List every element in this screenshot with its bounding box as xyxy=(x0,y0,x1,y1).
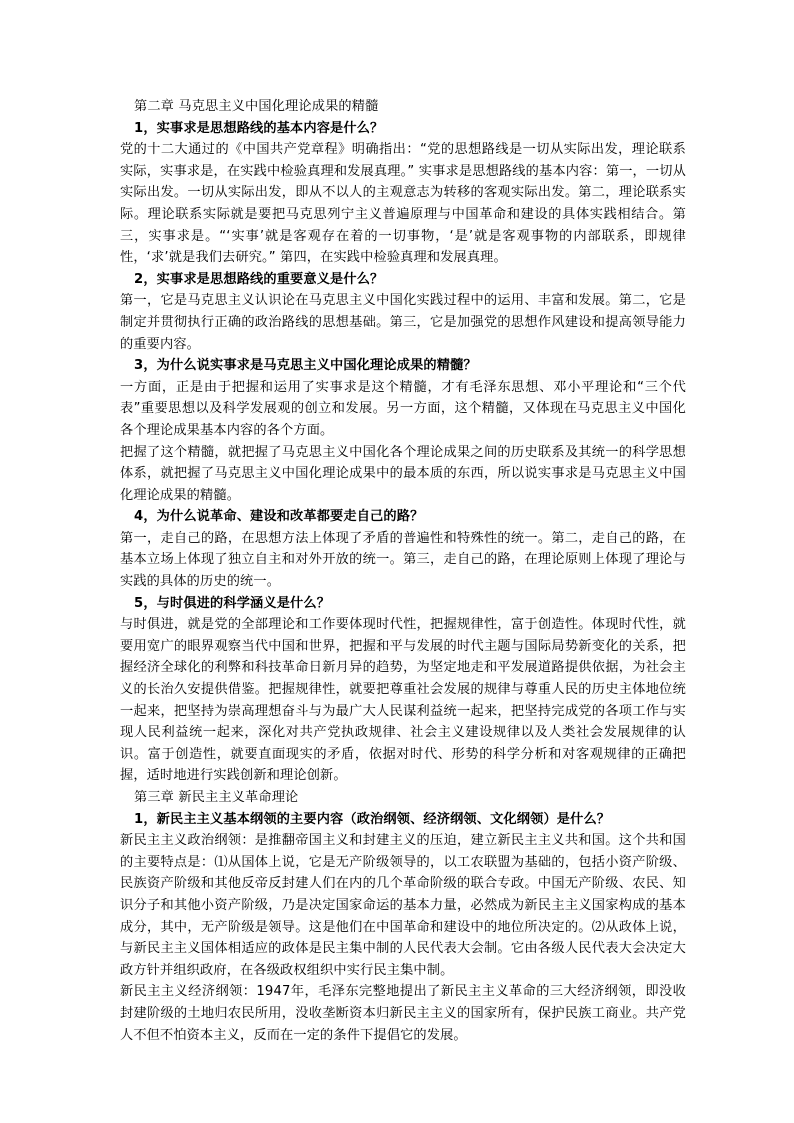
ch3-question-1: 1，新民主主义基本纲领的主要内容（政治纲领、经济纲领、文化纲领）是什么？ xyxy=(134,811,611,827)
ch2-question-3: 3，为什么说实事求是马克思主义中国化理论成果的精髓？ xyxy=(134,358,477,374)
ch2-question-2: 2，实事求是思想路线的重要意义是什么？ xyxy=(134,271,384,287)
ch2-answer-5: 与时俱进，就是党的全部理论和工作要体现时代性，把握规律性，富于创造性。体现时代性，就要用宽广的眼界观察当代中国和世界，把握和平与发展的时代主题与国际局势新变化的关系，把握经济全球化的利弊和科技革命日新月异的趋势，为坚定地走和平发展道路提供依据，为社会主义的长治久安提供借鉴。把握规律性，就要把尊重社会发展的规律与尊重人民的历史主体地位统一起来，把坚持为崇高理想奋斗与为最广大人民谋利益统一起来，把坚持完成党的各项工作与实现人民利益统一起来，深化对共产党执政规律、社会主义建设规律以及人类社会发展规律的认识。富于创造性，就要直面现实的矛盾，依据对时代、形势的科学分析和对客观规律的正确把握，适时地进行实践创新和理论创新。 xyxy=(120,617,686,784)
ch3-answer-1a: 新民主主义政治纲领：是推翻帝国主义和封建主义的压迫，建立新民主主义共和国。这个共和国的主要特点是：⑴从国体上说，它是无产阶级领导的，以工农联盟为基础的，包括小资产阶级、民族资产阶级和其他反帝反封建人们在内的几个革命阶级的联合专政。中国无产阶级、农民、知识分子和其他小资产阶级，乃是决定国家命运的基本力量，必然成为新民主主义国家构成的基本成分，其中，无产阶级是领导。这是他们在中国革命和建设中的地位所决定的。⑵从政体上说，与新民主主义国体相适应的政体是民主集中制的人民代表大会制。它由各级人民代表大会决定大政方针并组织政府，在各级政权组织中实行民主集中制。 xyxy=(120,833,686,978)
ch2-question-4: 4，为什么说革命、建设和改革都要走自己的路？ xyxy=(134,509,424,525)
ch2-answer-1: 党的十二大通过的《中国共产党章程》明确指出：“党的思想路线是一切从实际出发，理论联系实际，实事求是，在实践中检验真理和发展真理。” 实事求是思想路线的基本内容：第一，一切从实际出发。一切从实际出发，即从不以人的主观意志为转移的客观实际出发。第二，理论联系实际。理论联系实际就是要把马克思列宁主义普遍原理与中国革命和建设的具体实践相结合。第三，实事求是。“‘实事’就是客观存在着的一切事物，‘是’就是客观事物的内部联系，即规律性，‘求’就是我们去研究。” 第四，在实践中检验真理和发展真理。 xyxy=(120,142,686,266)
ch2-answer-3a: 一方面，正是由于把握和运用了实事求是这个精髓，才有毛泽东思想、邓小平理论和“三个代表”重要思想以及科学发展观的创立和发展。另一方面，这个精髓，又体现在马克思主义中国化各个理论成果基本内容的各个方面。 xyxy=(120,379,686,438)
ch2-answer-3b: 把握了这个精髓，就把握了马克思主义中国化各个理论成果之间的历史联系及其统一的科学思想体系，就把握了马克思主义中国化理论成果中的最本质的东西，所以说实事求是马克思主义中国化理论成果的精髓。 xyxy=(120,444,686,503)
ch2-question-5: 5，与时俱进的科学涵义是什么？ xyxy=(134,595,331,611)
ch2-answer-2: 第一，它是马克思主义认识论在马克思主义中国化实践过程中的运用、丰富和发展。第二，它是制定并贯彻执行正确的政治路线的思想基础。第三，它是加强党的思想作风建设和提高领导能力的重要内容。 xyxy=(120,293,686,352)
chapter-2-title: 第二章 马克思主义中国化理论成果的精髓 xyxy=(134,99,379,114)
ch3-answer-1b: 新民主主义经济纲领：1947年，毛泽东完整地提出了新民主主义革命的三大经济纲领，即没收封建阶级的土地归农民所用，没收垄断资本归新民主主义的国家所有，保护民族工商业。共产党人不但不怕资本主义，反而在一定的条件下提倡它的发展。 xyxy=(120,984,686,1043)
ch2-answer-4: 第一，走自己的路，在思想方法上体现了矛盾的普遍性和特殊性的统一。第二，走自己的路，在基本立场上体现了独立自主和对外开放的统一。第三，走自己的路，在理论原则上体现了理论与实践的具体的历史的统一。 xyxy=(120,530,686,590)
chapter-3-title: 第三章 新民主主义革命理论 xyxy=(134,790,299,805)
ch2-question-1: 1，实事求是思想路线的基本内容是什么？ xyxy=(134,120,384,136)
document-body xyxy=(120,96,686,1046)
